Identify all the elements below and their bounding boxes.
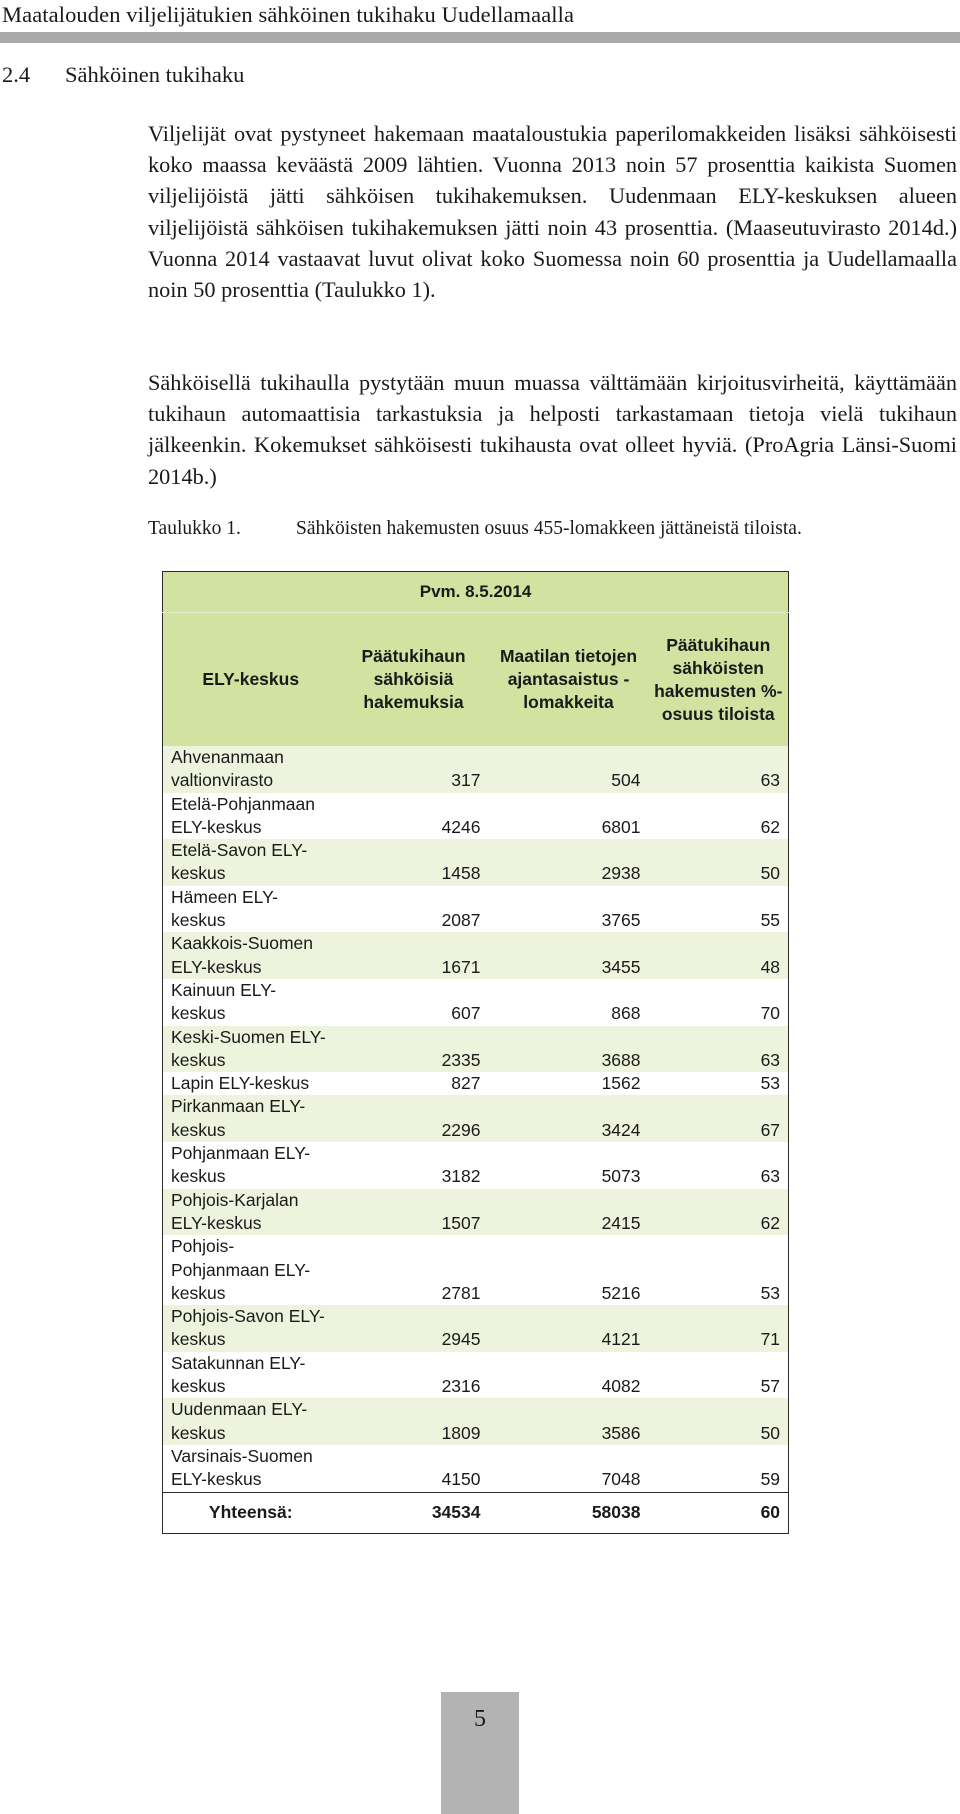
row-share: 63 [649,746,789,793]
header-title: Maatalouden viljelijätukien sähköinen tukihaku Uudellamaalla [2,2,575,27]
row-forms: 6801 [489,793,649,840]
row-forms: 4121 [489,1305,649,1352]
row-name: Pohjois-Savon ELY-keskus [163,1305,339,1352]
table-date-row [163,572,789,613]
row-share: 63 [649,1026,789,1073]
row-share: 55 [649,886,789,933]
caption-label: Taulukko 1. [148,518,241,539]
row-forms: 2938 [489,839,649,886]
row-name: Pohjanmaan ELY-keskus [163,1142,339,1189]
header-update-forms: Maatilan tietojen ajantasaistus - lomakkeita [489,613,649,747]
row-share: 62 [649,1189,789,1236]
header-rule [0,32,960,43]
row-share: 57 [649,1352,789,1399]
table-row [163,1445,789,1492]
row-forms: 2415 [489,1189,649,1236]
row-name: Pohjois-Pohjanmaan ELY-keskus [163,1235,339,1305]
row-name: Kainuun ELY-keskus [163,979,339,1026]
table-caption [148,518,802,540]
row-name: Pohjois-Karjalan ELY-keskus [163,1189,339,1236]
row-share: 71 [649,1305,789,1352]
row-electronic: 3182 [339,1142,489,1189]
ely-applications-table [162,571,789,1534]
row-share: 50 [649,839,789,886]
table-row [163,1352,789,1399]
table-total-row [163,1492,789,1533]
page-number: 5 [441,1692,519,1814]
row-name: Kaakkois-Suomen ELY-keskus [163,932,339,979]
table-row [163,1189,789,1236]
table-row [163,1398,789,1445]
row-electronic: 1671 [339,932,489,979]
row-electronic: 1458 [339,839,489,886]
row-forms: 3765 [489,886,649,933]
paragraph-2: Sähköisellä tukihaulla pystytään muun muassa välttämään kirjoitusvirheitä, käyttämään tukihaun automaattisia tarkastuksia ja helposti tarkastamaan tietoja vielä tukihaun jälkeenkin. Kokemukset sähköisesti tukihausta ovat olleet hyviä. (ProAgria Länsi-Suomi 2014b.) [148,370,957,489]
row-name: Pirkanmaan ELY-keskus [163,1095,339,1142]
table-row [163,746,789,793]
header-ely-keskus: ELY-keskus [163,613,339,747]
table-row [163,793,789,840]
table-row [163,1142,789,1189]
table-row [163,1305,789,1352]
row-forms: 7048 [489,1445,649,1492]
paragraph-1: Viljelijät ovat pystyneet hakemaan maataloustukia paperilomakkeiden lisäksi sähköisesti koko maassa keväästä 2009 lähtien. Vuonna 2013 noin 57 prosenttia kaikista Suomen viljelijöistä jätti sähköisen tukihakemuksen. Uudenmaan ELY-keskuksen alueen viljelijöistä sähköisen tukihakemuksen jätti noin 43 prosenttia. (Maaseutuvirasto 2014d.) Vuonna 2014 vastaavat luvut olivat koko Suomessa noin 60 prosenttia ja Uudellamaalla noin 50 prosenttia (Taulukko 1). [148,121,957,303]
total-forms: 58038 [489,1492,649,1533]
row-name: Etelä-Pohjanmaan ELY-keskus [163,793,339,840]
header-electronic-applications: Päätukihaun sähköisiä hakemuksia [339,613,489,747]
row-name: Uudenmaan ELY-keskus [163,1398,339,1445]
row-name: Varsinais-Suomen ELY-keskus [163,1445,339,1492]
section-heading [2,62,244,88]
row-electronic: 2781 [339,1235,489,1305]
row-name: Hämeen ELY-keskus [163,886,339,933]
row-share: 53 [649,1072,789,1095]
row-name: Etelä-Savon ELY-keskus [163,839,339,886]
row-share: 48 [649,932,789,979]
header-share-percent: Päätukihaun sähköisten hakemusten %-osuus tiloista [649,613,789,747]
caption-text: Sähköisten hakemusten osuus 455-lomakkeen jättäneistä tiloista. [296,518,802,539]
total-share: 60 [649,1492,789,1533]
row-electronic: 2335 [339,1026,489,1073]
table-row [163,886,789,933]
section-number: 2.4 [2,62,31,87]
running-header [0,0,960,44]
row-share: 63 [649,1142,789,1189]
row-forms: 5216 [489,1235,649,1305]
row-electronic: 2945 [339,1305,489,1352]
row-electronic: 4246 [339,793,489,840]
row-name: Ahvenanmaan valtionvirasto [163,746,339,793]
table-header-row [163,613,789,747]
row-electronic: 827 [339,1072,489,1095]
row-name: Keski-Suomen ELY-keskus [163,1026,339,1073]
row-share: 62 [649,793,789,840]
row-share: 67 [649,1095,789,1142]
row-forms: 4082 [489,1352,649,1399]
row-electronic: 607 [339,979,489,1026]
total-electronic: 34534 [339,1492,489,1533]
row-share: 70 [649,979,789,1026]
row-name: Lapin ELY-keskus [163,1072,339,1095]
table-row [163,979,789,1026]
row-forms: 5073 [489,1142,649,1189]
table-row [163,1072,789,1095]
row-electronic: 2316 [339,1352,489,1399]
row-electronic: 4150 [339,1445,489,1492]
row-electronic: 1507 [339,1189,489,1236]
row-forms: 3586 [489,1398,649,1445]
section-title: Sähköinen tukihaku [65,62,245,87]
row-forms: 1562 [489,1072,649,1095]
row-electronic: 317 [339,746,489,793]
table-row [163,932,789,979]
table-body [163,746,789,1492]
row-forms: 504 [489,746,649,793]
row-share: 50 [649,1398,789,1445]
total-label: Yhteensä: [163,1492,339,1533]
row-share: 53 [649,1235,789,1305]
row-electronic: 1809 [339,1398,489,1445]
table-date: Pvm. 8.5.2014 [163,572,789,613]
table-row [163,1235,789,1305]
row-forms: 3688 [489,1026,649,1073]
row-forms: 868 [489,979,649,1026]
table-row [163,1026,789,1073]
row-forms: 3455 [489,932,649,979]
table-row [163,1095,789,1142]
row-electronic: 2087 [339,886,489,933]
row-name: Satakunnan ELY-keskus [163,1352,339,1399]
row-share: 59 [649,1445,789,1492]
row-electronic: 2296 [339,1095,489,1142]
table-row [163,839,789,886]
row-forms: 3424 [489,1095,649,1142]
